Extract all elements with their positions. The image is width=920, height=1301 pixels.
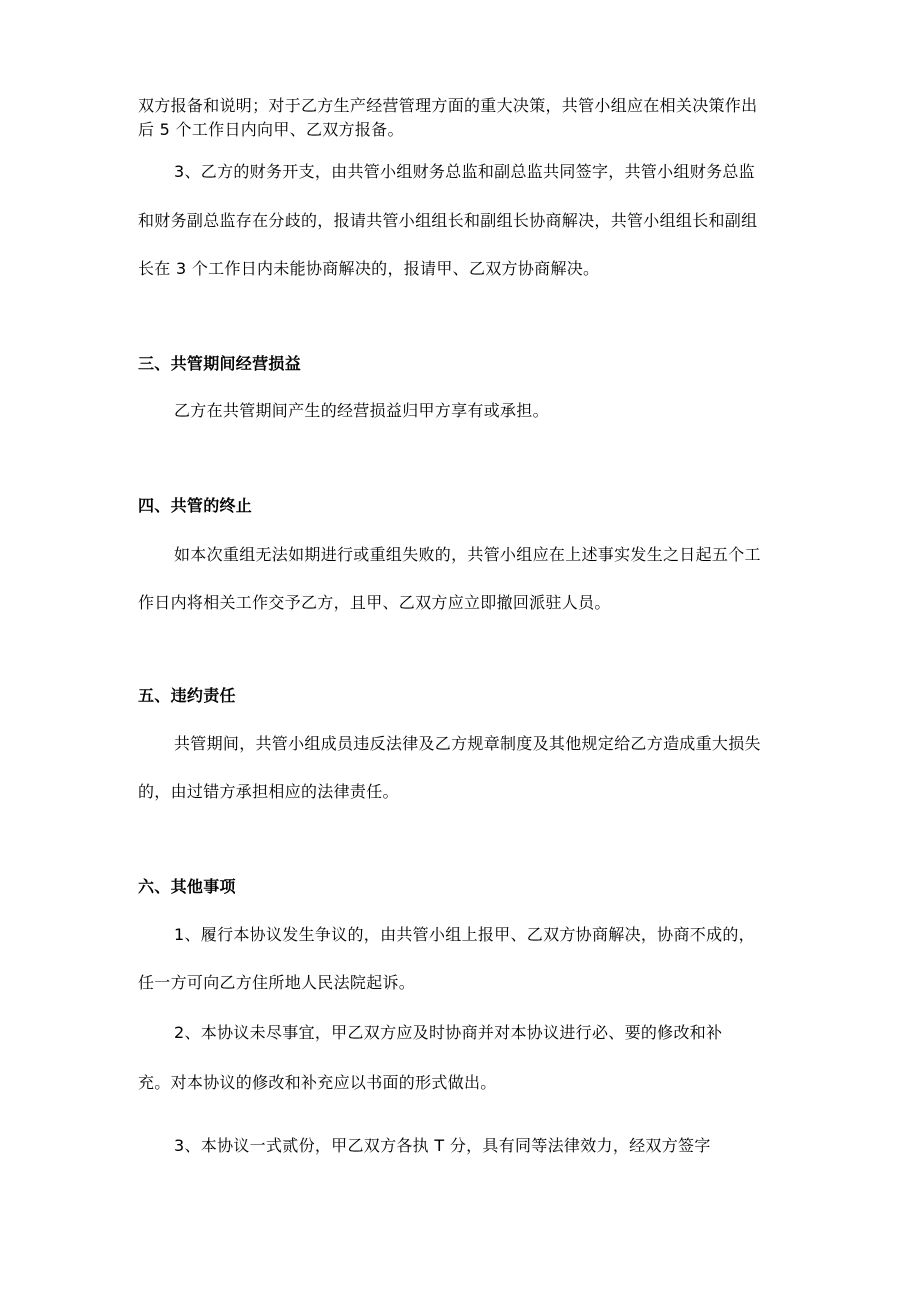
clause-6-3: 3、本协议一式贰份，甲乙双方各执 T 分，具有同等法律效力，经双方签字 [174,1136,711,1155]
clause-6-1: 任一方可向乙方住所地人民法院起诉。 [138,973,416,992]
section-5-body: 共管期间，共管小组成员违反法律及乙方规章制度及其他规定给乙方造成重大损失 [174,734,761,753]
section-3-body: 乙方在共管期间产生的经营损益归甲方享有或承担。 [174,401,549,420]
clause-6-1: 1、履行本协议发生争议的，由共管小组上报甲、乙双方协商解决，协商不成的， [174,925,755,944]
section-heading-6: 六、其他事项 [138,877,236,896]
section-heading-3: 三、共管期间经营损益 [138,354,302,373]
clause-3-line: 3、乙方的财务开支，由共管小组财务总监和副总监共同签字，共管小组财务总监 [174,162,755,181]
section-5-body: 的，由过错方承担相应的法律责任。 [138,782,399,801]
paragraph-line: 双方报备和说明；对于乙方生产经营管理方面的重大决策，共管小组应在相关决策作出 [138,96,758,115]
section-heading-4: 四、共管的终止 [138,496,253,515]
section-heading-5: 五、违约责任 [138,686,236,705]
paragraph-line: 后 5 个工作日内向甲、乙双方报备。 [138,120,404,139]
clause-6-2: 充。对本协议的修改和补充应以书面的形式做出。 [138,1073,497,1092]
clause-6-2: 2、本协议未尽事宜，甲乙双方应及时协商并对本协议进行必、要的修改和补 [174,1023,723,1042]
clause-3-line: 和财务副总监存在分歧的，报请共管小组组长和副组长协商解决，共管小组组长和副组 [138,211,758,230]
clause-3-line: 长在 3 个工作日内未能协商解决的，报请甲、乙双方协商解决。 [138,259,600,278]
section-4-body: 作日内将相关工作交予乙方，且甲、乙双方应立即撤回派驻人员。 [138,593,611,612]
section-4-body: 如本次重组无法如期进行或重组失败的，共管小组应在上述事实发生之日起五个工 [174,545,761,564]
